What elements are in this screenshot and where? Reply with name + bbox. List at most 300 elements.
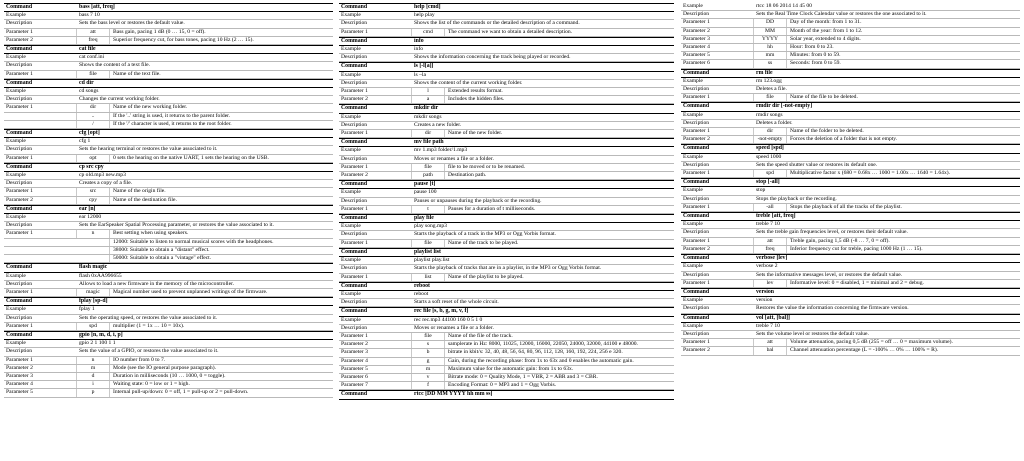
parameter-name: att [753, 339, 786, 346]
parameter-description: Encoding Format: 0 = MP3 and 1 = Ogg Vorbis. [444, 382, 674, 389]
command-syntax: pause [t] [414, 181, 436, 188]
command-header-row [4, 263, 333, 272]
row-value: Sets the Real Time Clock Calendar value or restores the one associated to it. [756, 11, 927, 18]
parameter-description: Hour: from 0 to 23. [786, 44, 1020, 51]
row-key-label: Description [683, 11, 710, 18]
row-value: Sets the value of a GPIO, or restores the value associated to it. [79, 348, 219, 355]
row-key-label: Parameter 1 [6, 104, 33, 111]
row-value: Shows the content of a text file. [79, 62, 150, 69]
row-key-label: Example [6, 306, 26, 313]
row-value: Sets the treble gain frequencies level, or restores their default value. [756, 229, 908, 236]
parameter-row [681, 36, 1020, 44]
row-key-label: Parameter 1 [6, 70, 33, 77]
parameter-name: ss [753, 60, 786, 67]
row-key-label: Command [683, 69, 710, 76]
command-header-row [681, 254, 1020, 263]
command-table [681, 3, 1020, 356]
row-key-label: Parameter 7 [341, 382, 368, 389]
parameter-row [4, 113, 333, 121]
row-value: rmdir songs [756, 111, 783, 118]
row-key-label: Command [683, 213, 710, 220]
command-syntax: rtcc [DD MM YYYY hh mm ss] [414, 391, 493, 398]
row-key-label: Command [683, 145, 710, 152]
command-table [4, 3, 333, 398]
row-key-label: Description [6, 20, 33, 27]
command-header-row [339, 282, 674, 291]
row-value: Creates a new folder. [414, 121, 462, 128]
row-value: ear 12000 [79, 214, 102, 221]
row-key-label: Description [6, 180, 33, 187]
parameter-description: 0 sets the hearing on the native UART, 1 sets the hearing on the USB. [109, 155, 333, 162]
row-value: Sets the volume level or restores the default value. [756, 330, 869, 337]
parameter-row [339, 29, 674, 37]
row-key-label: Command [683, 103, 710, 110]
row-key-label: Parameter 1 [341, 28, 368, 35]
parameter-description: Name of the file of the track. [444, 333, 674, 340]
row-key-label: Description [683, 305, 710, 312]
row-key-label: Parameter 1 [6, 356, 33, 363]
row-value: cp old.mp3 new.mp3 [79, 172, 126, 179]
row-key-label: Description [6, 146, 33, 153]
description-row [339, 231, 674, 239]
row-key-label: Command [683, 288, 710, 295]
description-row [339, 299, 674, 307]
parameter-row [681, 238, 1020, 246]
description-row [4, 180, 333, 188]
parameter-name: hh [753, 44, 786, 51]
parameter-description: Name of the new working folder. [109, 104, 333, 111]
parameter-row [4, 389, 333, 397]
row-key-label: Parameter 1 [341, 130, 368, 137]
parameter-name: -all [753, 204, 786, 211]
row-key-label: Parameter 1 [341, 88, 368, 95]
description-row [4, 348, 333, 356]
parameter-description: If the '/' character is used, it returns to the root folder. [109, 121, 333, 128]
command-syntax: info [414, 37, 424, 44]
command-syntax: ear [n] [79, 205, 96, 212]
parameter-row [4, 230, 333, 238]
parameter-row [339, 333, 674, 341]
parameter-row [681, 170, 1020, 178]
example-row [339, 257, 674, 265]
parameter-row [339, 358, 674, 366]
parameter-description: Pauses for a duration of t milliseconds. [444, 206, 674, 213]
row-key-label: Example [683, 3, 703, 9]
parameter-description: Informative level: 0 = disabled, 1 = minimal and 2 = debug. [786, 280, 1020, 287]
parameter-name: YYYY [753, 36, 786, 43]
parameter-row [4, 71, 333, 79]
row-key-label: Parameter 2 [683, 245, 710, 252]
row-key-label: Command [341, 139, 368, 146]
example-row [339, 147, 674, 155]
parameter-row [4, 289, 333, 297]
row-value: Sets the informative messages level, or restores the default value. [756, 271, 903, 278]
row-value: Creates a copy of a file. [79, 180, 133, 187]
row-key-label: Example [341, 189, 361, 196]
row-key-label: Parameter 1 [683, 203, 710, 210]
example-row [681, 323, 1020, 331]
command-syntax: cp src cpy [79, 163, 104, 170]
parameter-description: Mode (see the IO general purpose paragraph). [109, 365, 333, 372]
row-value: Sets the bass level or restores the default value. [79, 20, 185, 27]
command-syntax: help [cmd] [414, 4, 441, 10]
row-key-label: Parameter 2 [341, 341, 368, 348]
parameter-description: Day of the month: from 1 to 31. [786, 19, 1020, 26]
row-key-label: Description [341, 54, 368, 61]
row-key-label: Parameter 2 [6, 196, 33, 203]
command-header-row [4, 45, 333, 54]
example-row [4, 340, 333, 348]
row-key-label: Command [6, 264, 33, 271]
description-row [339, 325, 674, 333]
row-key-label: Command [341, 282, 368, 289]
command-syntax: reboot [414, 282, 430, 289]
row-key-label: Description [341, 79, 368, 86]
row-key-label: Description [341, 20, 368, 27]
row-value: Starts the playback of a track in the MP3 or Ogg Vorbis format. [414, 231, 556, 238]
parameter-description: Seconds: from 0 to 59. [786, 60, 1020, 67]
row-key-label: Parameter 2 [683, 27, 710, 34]
example-row [681, 221, 1020, 229]
row-value: Restores the value the information concerning the firmware version. [756, 305, 909, 312]
description-row [4, 281, 333, 289]
parameter-description: Bass gain, pacing 1 dB (0 … 15, 0 = off). [109, 29, 333, 36]
command-syntax: cat file [79, 46, 96, 53]
parameter-name: att [76, 29, 109, 36]
parameter-name: spd [753, 170, 786, 177]
parameter-name: file [753, 94, 786, 101]
command-header-row [4, 3, 333, 12]
row-key-label: Example [683, 77, 703, 84]
parameter-description: The command we want to obtain a detailed description. [444, 29, 674, 36]
row-key-label: Example [6, 88, 26, 95]
command-header-row [4, 129, 333, 138]
parameter-description: Bitrate mode: 0 = Quality Mode, 1 = VBR, 2 = ABR and 3 = CBR. [444, 374, 674, 381]
row-key-label: Example [341, 316, 361, 323]
row-key-label: Example [341, 46, 361, 53]
parameter-name: f [411, 382, 444, 389]
example-row [681, 78, 1020, 86]
row-key-label: Description [341, 265, 368, 272]
parameter-name: -not-empty [753, 136, 786, 143]
row-key-label: Parameter 1 [341, 239, 368, 246]
command-syntax: mkdir dir [414, 105, 439, 112]
command-syntax: speed [spd] [756, 145, 784, 152]
example-row [681, 297, 1020, 305]
parameter-name: .. [76, 113, 109, 120]
parameter-row [4, 239, 333, 247]
parameter-name: freq [76, 37, 109, 44]
command-header-row [339, 307, 674, 316]
parameter-row [4, 323, 333, 331]
row-value: cat conf.ini [79, 54, 105, 61]
row-value: Shows the information concerning the track being played or recorded. [414, 54, 571, 61]
description-row [4, 222, 333, 230]
example-row [339, 12, 674, 20]
parameter-name: cmd [411, 29, 444, 36]
parameter-row [4, 381, 333, 389]
parameter-description: Solar year, extended to 4 digits. [786, 36, 1020, 43]
command-header-row [339, 3, 674, 12]
parameter-description: Superior frequency cut, for bass tones, pacing 10 Hz (2 … 15). [109, 37, 333, 44]
parameter-row [4, 357, 333, 365]
row-value: Stops the playback or the recording. [756, 195, 837, 202]
parameter-description: Destination path. [444, 172, 674, 179]
parameter-row [339, 349, 674, 357]
command-syntax: rmdir dir [-not-empty] [756, 103, 813, 110]
row-value: playlist play.list [414, 257, 450, 264]
example-row [4, 273, 333, 281]
parameter-description: Best setting when using speakers. [109, 230, 333, 237]
parameter-description: Minutes: from 0 to 59. [786, 52, 1020, 59]
parameter-name: file [411, 333, 444, 340]
parameter-description: Name of the folder to be deleted. [786, 128, 1020, 135]
parameter-description: Forces the deletion of a folder that is not empty. [786, 136, 1020, 143]
command-header-row [681, 212, 1020, 221]
row-key-label: Parameter 1 [683, 94, 710, 101]
description-row [681, 272, 1020, 280]
example-row [339, 223, 674, 231]
row-key-label: Example [6, 172, 26, 179]
row-key-label: Description [683, 119, 710, 126]
description-row [339, 20, 674, 28]
row-key-label: Command [683, 255, 710, 262]
row-value: Sets the operating speed, or restores the value associated to it. [79, 314, 218, 321]
row-key-label: Parameter 1 [6, 288, 33, 295]
row-value: version [756, 297, 773, 304]
parameter-name: dir [753, 128, 786, 135]
description-row [339, 198, 674, 206]
row-key-label: Parameter 1 [6, 154, 33, 161]
example-row [4, 306, 333, 314]
parameter-name: magic [76, 289, 109, 296]
command-header-row [4, 297, 333, 306]
parameter-name: i [76, 381, 109, 388]
example-row [681, 187, 1020, 195]
command-syntax: treble [att, freq] [756, 213, 796, 220]
parameter-row [4, 155, 333, 163]
example-row [681, 154, 1020, 162]
description-row [4, 146, 333, 154]
command-syntax: fplay [sp-d] [79, 298, 108, 305]
row-key-label: Parameter 6 [683, 60, 710, 67]
example-row [681, 263, 1020, 271]
parameter-description: Duration in milliseconds (10 … 1000, 0 = toggle). [109, 373, 333, 380]
parameter-description: 50000: Suitable to obtain a "vintage" effect. [109, 255, 333, 262]
row-key-label: Description [683, 229, 710, 236]
parameter-name: opt [76, 155, 109, 162]
row-key-label: Command [6, 205, 33, 212]
row-key-label: Parameter 1 [341, 332, 368, 339]
command-header-row [681, 102, 1020, 111]
parameter-name: p [76, 389, 109, 396]
command-syntax: rm file [756, 69, 773, 76]
row-value: Sets the hearing terminal or restores the value associated to it. [79, 146, 218, 153]
parameter-name: att [753, 238, 786, 245]
row-value: rm 123.ogg [756, 77, 782, 84]
row-key-label: Example [683, 111, 703, 118]
parameter-name: bal [753, 347, 786, 354]
row-key-label: Description [683, 195, 710, 202]
parameter-name: n [76, 357, 109, 364]
parameter-name: file [411, 164, 444, 171]
row-value: stop [756, 187, 766, 194]
description-row [681, 120, 1020, 128]
row-key-label: Description [683, 330, 710, 337]
description-row [339, 265, 674, 273]
row-value: Sets the speed shutter value or restores its default one. [756, 161, 878, 168]
row-key-label: Parameter 2 [6, 36, 33, 43]
row-key-label: Example [6, 340, 26, 347]
parameter-row [681, 44, 1020, 52]
parameter-name: MM [753, 28, 786, 35]
parameter-name: b [411, 349, 444, 356]
parameter-description: Includes the hidden files. [444, 96, 674, 103]
row-value: play song.mp3 [414, 223, 447, 230]
parameter-description: 12000: Suitable to listen to normal musical scores with the headphones. [109, 239, 333, 246]
row-value: Deletes a file. [756, 86, 787, 93]
row-key-label: Description [6, 222, 33, 229]
parameter-description: Inferior frequency cut for treble, pacing 1000 Hz (1 … 15). [786, 246, 1020, 253]
description-row [4, 315, 333, 323]
row-value: reboot [414, 290, 429, 297]
description-row [681, 331, 1020, 339]
row-key-label: Description [341, 324, 368, 331]
row-value: flash 0xAA996655 [79, 272, 122, 279]
row-key-label: Parameter 1 [683, 170, 710, 177]
command-header-row [4, 331, 333, 340]
row-key-label: Parameter 5 [6, 389, 33, 396]
parameter-name: file [411, 240, 444, 247]
row-key-label: Parameter 1 [341, 205, 368, 212]
row-key-label: Example [341, 147, 361, 154]
row-key-label: Command [6, 331, 33, 338]
row-key-label: Example [6, 54, 26, 61]
row-key-label: Command [341, 63, 368, 70]
row-key-label: Parameter 1 [6, 188, 33, 195]
row-key-label: Description [683, 271, 710, 278]
row-key-label: Description [341, 121, 368, 128]
parameter-name: lev [753, 280, 786, 287]
row-value: Allows to load a new firmware in the memory of the microcontroller. [79, 280, 235, 287]
parameter-description: 38000: Suitable to obtain a "distant" effect. [109, 247, 333, 254]
row-key-label: Command [341, 181, 368, 188]
row-key-label: Parameter 1 [6, 28, 33, 35]
parameter-description: samplerate in Hz: 8000, 11025, 12000, 16000, 22050, 24000, 32000, 44100 e 48000. [444, 341, 674, 348]
parameter-row [4, 37, 333, 45]
command-syntax: bass [att, freq] [79, 4, 115, 10]
description-row [681, 229, 1020, 237]
parameter-description: Channel attenuation percentage (L = -100% … 0% … 100% = R). [786, 347, 1020, 354]
example-row [4, 12, 333, 20]
row-key-label: Description [6, 348, 33, 355]
parameter-name: src [76, 188, 109, 195]
row-key-label: Description [6, 280, 33, 287]
command-header-row [339, 104, 674, 113]
command-header-row [339, 248, 674, 257]
description-row [681, 11, 1020, 19]
parameter-description: If the '..' string is used, it returns to the parent folder. [109, 113, 333, 120]
row-key-label: Example [341, 71, 361, 78]
row-key-label: Parameter 5 [683, 52, 710, 59]
parameter-description: Gain, during the recording phase: from 1x to 63x and 0 enables the automatic gain. [444, 358, 674, 365]
command-syntax: playlist list [414, 248, 441, 255]
parameter-row [681, 128, 1020, 136]
command-syntax: rec file [s, b, g, m, v, f] [414, 308, 469, 315]
command-header-row [4, 163, 333, 172]
parameter-row [681, 204, 1020, 212]
parameter-description: Maximum value for the automatic gain: from 1x to 63x. [444, 366, 674, 373]
example-row [681, 3, 1020, 11]
command-header-row [339, 37, 674, 46]
row-key-label: Command [341, 391, 368, 398]
parameter-row [339, 172, 674, 180]
command-syntax: ls [-l[a]] [414, 63, 434, 70]
row-value: mv 1.mp3 folder/1.mp3 [414, 147, 468, 154]
row-key-label: Example [341, 290, 361, 297]
row-key-label: Description [6, 314, 33, 321]
row-key-label: Example [6, 12, 26, 19]
command-syntax: version [756, 288, 775, 295]
row-value: verbose 2 [756, 263, 778, 270]
description-row [681, 196, 1020, 204]
parameter-name: file [76, 71, 109, 78]
description-row [4, 62, 333, 70]
row-key-label: Command [341, 308, 368, 315]
row-value: Sets the EarSpeaker Spatial Processing parameter, or restores the value associated to it. [79, 222, 274, 229]
command-syntax: verbose [lev] [756, 255, 788, 262]
row-key-label: Parameter 1 [683, 128, 710, 135]
row-key-label: Example [6, 214, 26, 221]
row-key-label: Command [6, 79, 33, 86]
command-header-row [4, 205, 333, 214]
parameter-description: multiplier (1 = 1x … 10 = 10x). [109, 323, 333, 330]
command-header-row [681, 69, 1020, 78]
command-header-row [681, 178, 1020, 187]
row-key-label: Description [341, 197, 368, 204]
example-row [339, 291, 674, 299]
parameter-name: m [411, 366, 444, 373]
parameter-name: DD [753, 19, 786, 26]
row-key-label: Parameter 2 [683, 136, 710, 143]
parameter-row [4, 121, 333, 129]
parameter-name: list [411, 274, 444, 281]
parameter-description: Name of the destination file. [109, 197, 333, 204]
row-value: fplay 1 [79, 306, 95, 313]
row-value: pause 100 [414, 189, 437, 196]
parameter-row [4, 29, 333, 37]
row-key-label: Parameter 1 [683, 279, 710, 286]
row-key-label: Parameter 1 [6, 230, 33, 237]
row-key-label: Example [683, 263, 703, 270]
row-key-label: Example [6, 272, 26, 279]
parameter-description: Magical number used to prevent unplanned writings of the firmware. [109, 289, 333, 296]
parameter-description: Name of the file to be deleted. [786, 94, 1020, 101]
row-value: Deletes a folder. [756, 119, 793, 126]
command-header-row [681, 144, 1020, 153]
row-key-label: Parameter 2 [341, 172, 368, 179]
row-key-label: Parameter 1 [683, 237, 710, 244]
row-value: Moves or renames a file or a folder. [414, 324, 494, 331]
parameter-description: Name of the new folder. [444, 130, 674, 137]
command-syntax: vol [att, [bal]] [756, 314, 790, 321]
command-syntax: mv file path [414, 139, 444, 146]
command-table [339, 3, 674, 400]
parameter-name: cpy [76, 197, 109, 204]
parameter-name: path [411, 172, 444, 179]
example-row [339, 72, 674, 80]
parameter-description: Name of the track to be played. [444, 240, 674, 247]
